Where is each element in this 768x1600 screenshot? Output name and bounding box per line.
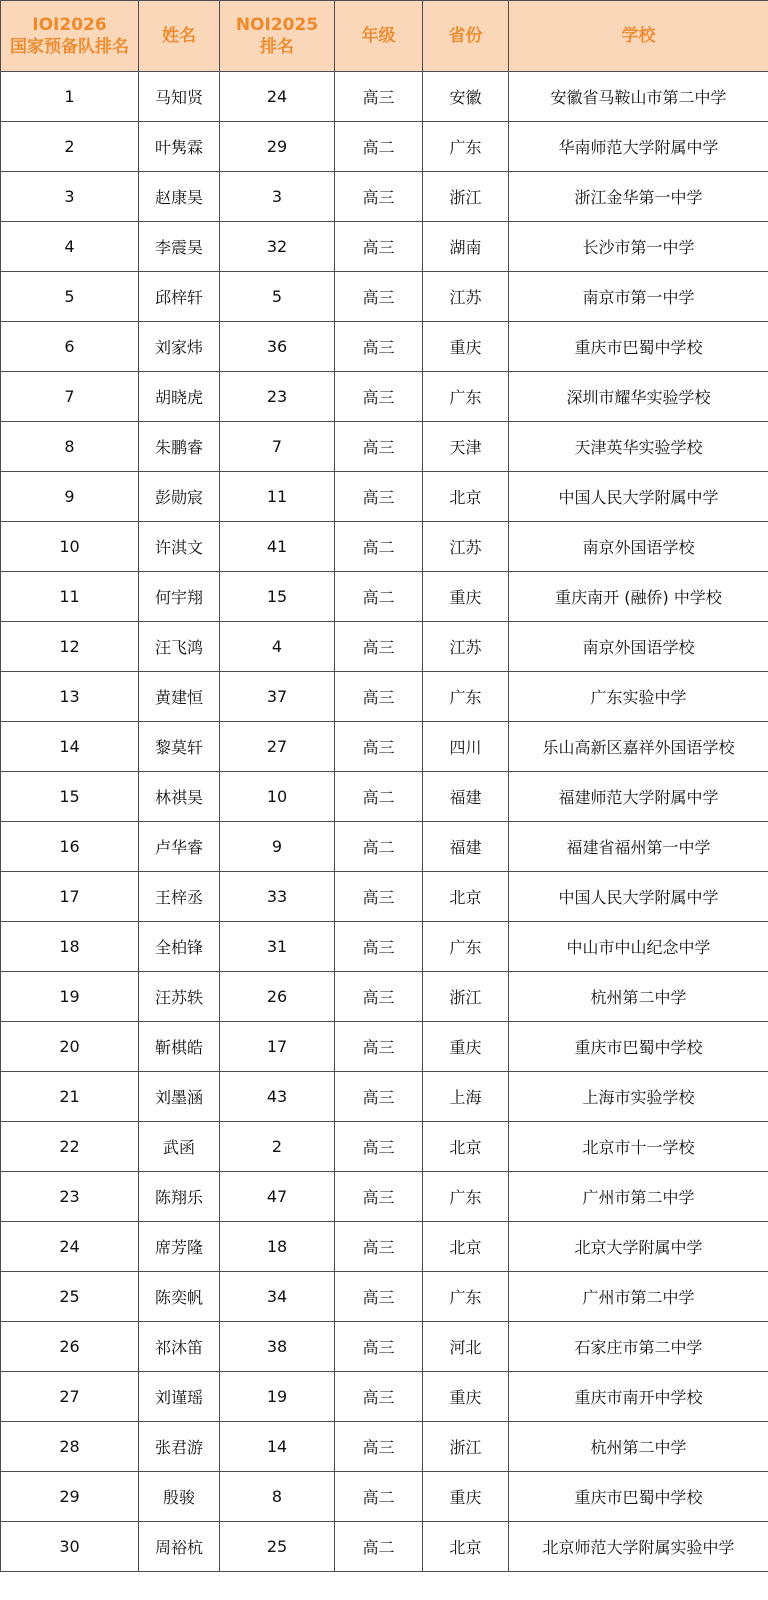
cell-ioi-rank: 17 [1, 872, 139, 922]
cell-noi-rank: 34 [220, 1272, 335, 1322]
cell-noi-rank: 9 [220, 822, 335, 872]
header-province: 省份 [423, 1, 509, 72]
cell-province: 重庆 [423, 1022, 509, 1072]
table-row [1, 1022, 768, 1072]
cell-name: 卢华睿 [139, 822, 220, 872]
cell-school: 华南师范大学附属中学 [509, 122, 768, 172]
cell-ioi-rank: 14 [1, 722, 139, 772]
table-row [1, 172, 768, 222]
table-row [1, 972, 768, 1022]
cell-name: 何宇翔 [139, 572, 220, 622]
cell-province: 广东 [423, 1172, 509, 1222]
cell-school: 广东实验中学 [509, 672, 768, 722]
cell-name: 陈翔乐 [139, 1172, 220, 1222]
cell-ioi-rank: 30 [1, 1522, 139, 1572]
cell-province: 浙江 [423, 1422, 509, 1472]
table-row [1, 272, 768, 322]
header-ioi-rank [1, 1, 139, 72]
cell-noi-rank: 33 [220, 872, 335, 922]
cell-province: 上海 [423, 1072, 509, 1122]
header-row [1, 1, 768, 72]
cell-province: 四川 [423, 722, 509, 772]
cell-ioi-rank: 9 [1, 472, 139, 522]
cell-province: 天津 [423, 422, 509, 472]
cell-ioi-rank: 26 [1, 1322, 139, 1372]
cell-ioi-rank: 20 [1, 1022, 139, 1072]
cell-ioi-rank: 22 [1, 1122, 139, 1172]
cell-school: 中国人民大学附属中学 [509, 472, 768, 522]
header-grade: 年级 [335, 1, 423, 72]
cell-province: 浙江 [423, 972, 509, 1022]
cell-name: 李震昊 [139, 222, 220, 272]
cell-grade: 高三 [335, 1072, 423, 1122]
cell-ioi-rank: 4 [1, 222, 139, 272]
cell-grade: 高三 [335, 72, 423, 122]
cell-noi-rank: 5 [220, 272, 335, 322]
table-row [1, 522, 768, 572]
cell-noi-rank: 7 [220, 422, 335, 472]
header-school: 学校 [509, 1, 768, 72]
table-row [1, 1122, 768, 1172]
cell-name: 祁沐笛 [139, 1322, 220, 1372]
cell-name: 刘墨涵 [139, 1072, 220, 1122]
cell-grade: 高三 [335, 622, 423, 672]
cell-grade: 高三 [335, 472, 423, 522]
cell-name: 黎莫轩 [139, 722, 220, 772]
table-row [1, 722, 768, 772]
cell-noi-rank: 36 [220, 322, 335, 372]
cell-school: 南京市第一中学 [509, 272, 768, 322]
cell-grade: 高三 [335, 1422, 423, 1472]
cell-grade: 高三 [335, 1372, 423, 1422]
cell-ioi-rank: 15 [1, 772, 139, 822]
cell-ioi-rank: 13 [1, 672, 139, 722]
cell-school: 福建师范大学附属中学 [509, 772, 768, 822]
cell-name: 刘家炜 [139, 322, 220, 372]
cell-province: 广东 [423, 672, 509, 722]
cell-school: 中国人民大学附属中学 [509, 872, 768, 922]
cell-school: 重庆市巴蜀中学校 [509, 1472, 768, 1522]
cell-province: 广东 [423, 1272, 509, 1322]
cell-grade: 高三 [335, 922, 423, 972]
cell-ioi-rank: 11 [1, 572, 139, 622]
cell-school: 北京市十一学校 [509, 1122, 768, 1172]
cell-grade: 高三 [335, 1272, 423, 1322]
cell-noi-rank: 31 [220, 922, 335, 972]
cell-school: 重庆市巴蜀中学校 [509, 322, 768, 372]
cell-noi-rank: 23 [220, 372, 335, 422]
cell-province: 北京 [423, 1522, 509, 1572]
cell-school: 浙江金华第一中学 [509, 172, 768, 222]
cell-grade: 高三 [335, 422, 423, 472]
cell-province: 湖南 [423, 222, 509, 272]
cell-noi-rank: 15 [220, 572, 335, 622]
cell-noi-rank: 3 [220, 172, 335, 222]
cell-noi-rank: 10 [220, 772, 335, 822]
table-row [1, 1272, 768, 1322]
cell-school: 广州市第二中学 [509, 1172, 768, 1222]
cell-ioi-rank: 27 [1, 1372, 139, 1422]
cell-province: 重庆 [423, 1372, 509, 1422]
table-row [1, 72, 768, 122]
table-row [1, 1222, 768, 1272]
cell-grade: 高三 [335, 222, 423, 272]
cell-school: 北京师范大学附属实验中学 [509, 1522, 768, 1572]
cell-name: 胡晓虎 [139, 372, 220, 422]
cell-noi-rank: 17 [220, 1022, 335, 1072]
table-row [1, 922, 768, 972]
cell-grade: 高三 [335, 272, 423, 322]
cell-grade: 高三 [335, 1022, 423, 1072]
cell-province: 北京 [423, 1122, 509, 1172]
table-row [1, 1372, 768, 1422]
cell-ioi-rank: 2 [1, 122, 139, 172]
cell-name: 陈奕帆 [139, 1272, 220, 1322]
cell-name: 黄建恒 [139, 672, 220, 722]
cell-ioi-rank: 25 [1, 1272, 139, 1322]
cell-name: 殷骏 [139, 1472, 220, 1522]
header-ioi-rank-line1: IOI2026 [32, 15, 107, 35]
cell-name: 全柏锋 [139, 922, 220, 972]
cell-ioi-rank: 23 [1, 1172, 139, 1222]
cell-province: 广东 [423, 122, 509, 172]
table-row [1, 1322, 768, 1372]
cell-noi-rank: 41 [220, 522, 335, 572]
cell-grade: 高二 [335, 572, 423, 622]
cell-name: 周裕杭 [139, 1522, 220, 1572]
cell-province: 江苏 [423, 622, 509, 672]
cell-grade: 高三 [335, 1122, 423, 1172]
cell-ioi-rank: 29 [1, 1472, 139, 1522]
cell-noi-rank: 47 [220, 1172, 335, 1222]
cell-school: 天津英华实验学校 [509, 422, 768, 472]
cell-noi-rank: 18 [220, 1222, 335, 1272]
cell-name: 林祺昊 [139, 772, 220, 822]
cell-school: 杭州第二中学 [509, 972, 768, 1022]
cell-grade: 高二 [335, 772, 423, 822]
header-ioi-rank-line2: 国家预备队排名 [10, 37, 129, 57]
cell-school: 广州市第二中学 [509, 1272, 768, 1322]
cell-name: 武函 [139, 1122, 220, 1172]
cell-grade: 高三 [335, 972, 423, 1022]
cell-school: 重庆市巴蜀中学校 [509, 1022, 768, 1072]
header-noi-rank-line1: NOI2025 [235, 15, 319, 35]
cell-school: 石家庄市第二中学 [509, 1322, 768, 1372]
cell-noi-rank: 2 [220, 1122, 335, 1172]
cell-grade: 高三 [335, 1222, 423, 1272]
cell-province: 广东 [423, 372, 509, 422]
cell-ioi-rank: 21 [1, 1072, 139, 1122]
header-noi-rank-line2: 排名 [260, 37, 294, 57]
table-row [1, 1422, 768, 1472]
cell-ioi-rank: 1 [1, 72, 139, 122]
cell-province: 江苏 [423, 272, 509, 322]
cell-province: 重庆 [423, 322, 509, 372]
cell-school: 重庆市南开中学校 [509, 1372, 768, 1422]
cell-school: 南京外国语学校 [509, 522, 768, 572]
cell-ioi-rank: 3 [1, 172, 139, 222]
cell-name: 赵康昊 [139, 172, 220, 222]
table-row [1, 322, 768, 372]
cell-grade: 高二 [335, 1522, 423, 1572]
cell-ioi-rank: 19 [1, 972, 139, 1022]
cell-grade: 高二 [335, 122, 423, 172]
table-body [1, 72, 768, 1572]
table-row [1, 122, 768, 172]
table-row [1, 1072, 768, 1122]
cell-grade: 高三 [335, 872, 423, 922]
cell-noi-rank: 19 [220, 1372, 335, 1422]
cell-province: 广东 [423, 922, 509, 972]
cell-grade: 高三 [335, 372, 423, 422]
cell-ioi-rank: 10 [1, 522, 139, 572]
cell-school: 北京大学附属中学 [509, 1222, 768, 1272]
cell-name: 刘谨瑶 [139, 1372, 220, 1422]
cell-name: 张君游 [139, 1422, 220, 1472]
cell-noi-rank: 26 [220, 972, 335, 1022]
cell-grade: 高三 [335, 1322, 423, 1372]
cell-grade: 高二 [335, 522, 423, 572]
cell-province: 福建 [423, 772, 509, 822]
cell-ioi-rank: 28 [1, 1422, 139, 1472]
cell-ioi-rank: 16 [1, 822, 139, 872]
cell-name: 席芳隆 [139, 1222, 220, 1272]
cell-school: 重庆南开 (融侨) 中学校 [509, 572, 768, 622]
cell-noi-rank: 29 [220, 122, 335, 172]
table-header [1, 1, 768, 72]
table-row [1, 822, 768, 872]
cell-ioi-rank: 7 [1, 372, 139, 422]
table-row [1, 1522, 768, 1572]
table-row [1, 772, 768, 822]
table-row [1, 1172, 768, 1222]
cell-school: 上海市实验学校 [509, 1072, 768, 1122]
cell-noi-rank: 38 [220, 1322, 335, 1372]
cell-province: 河北 [423, 1322, 509, 1372]
cell-noi-rank: 37 [220, 672, 335, 722]
cell-grade: 高二 [335, 822, 423, 872]
cell-grade: 高三 [335, 322, 423, 372]
table-row [1, 672, 768, 722]
cell-name: 汪飞鸿 [139, 622, 220, 672]
cell-school: 中山市中山纪念中学 [509, 922, 768, 972]
cell-school: 安徽省马鞍山市第二中学 [509, 72, 768, 122]
table-row [1, 372, 768, 422]
header-noi-rank [220, 1, 335, 72]
table-row [1, 572, 768, 622]
cell-noi-rank: 8 [220, 1472, 335, 1522]
cell-noi-rank: 25 [220, 1522, 335, 1572]
header-name: 姓名 [139, 1, 220, 72]
table-row [1, 422, 768, 472]
cell-school: 杭州第二中学 [509, 1422, 768, 1472]
cell-noi-rank: 11 [220, 472, 335, 522]
cell-grade: 高三 [335, 1172, 423, 1222]
cell-grade: 高三 [335, 672, 423, 722]
cell-grade: 高三 [335, 722, 423, 772]
cell-name: 叶隽霖 [139, 122, 220, 172]
cell-province: 重庆 [423, 1472, 509, 1522]
cell-name: 彭勋宸 [139, 472, 220, 522]
cell-noi-rank: 14 [220, 1422, 335, 1472]
table-row [1, 622, 768, 672]
table-row [1, 1472, 768, 1522]
cell-name: 邱梓轩 [139, 272, 220, 322]
cell-school: 长沙市第一中学 [509, 222, 768, 272]
cell-grade: 高三 [335, 172, 423, 222]
cell-name: 朱鹏睿 [139, 422, 220, 472]
table-row [1, 222, 768, 272]
cell-name: 许淇文 [139, 522, 220, 572]
cell-province: 北京 [423, 872, 509, 922]
cell-ioi-rank: 5 [1, 272, 139, 322]
cell-ioi-rank: 12 [1, 622, 139, 672]
table-row [1, 472, 768, 522]
cell-province: 北京 [423, 1222, 509, 1272]
table-row [1, 872, 768, 922]
cell-province: 浙江 [423, 172, 509, 222]
cell-ioi-rank: 8 [1, 422, 139, 472]
cell-school: 福建省福州第一中学 [509, 822, 768, 872]
cell-noi-rank: 27 [220, 722, 335, 772]
cell-noi-rank: 43 [220, 1072, 335, 1122]
cell-ioi-rank: 24 [1, 1222, 139, 1272]
cell-school: 乐山高新区嘉祥外国语学校 [509, 722, 768, 772]
cell-name: 王梓丞 [139, 872, 220, 922]
cell-ioi-rank: 6 [1, 322, 139, 372]
cell-noi-rank: 24 [220, 72, 335, 122]
cell-name: 汪苏轶 [139, 972, 220, 1022]
cell-noi-rank: 4 [220, 622, 335, 672]
cell-noi-rank: 32 [220, 222, 335, 272]
cell-province: 北京 [423, 472, 509, 522]
cell-name: 靳棋皓 [139, 1022, 220, 1072]
cell-province: 安徽 [423, 72, 509, 122]
cell-grade: 高二 [335, 1472, 423, 1522]
cell-province: 福建 [423, 822, 509, 872]
cell-province: 江苏 [423, 522, 509, 572]
cell-ioi-rank: 18 [1, 922, 139, 972]
cell-school: 南京外国语学校 [509, 622, 768, 672]
cell-name: 马知贤 [139, 72, 220, 122]
cell-province: 重庆 [423, 572, 509, 622]
cell-school: 深圳市耀华实验学校 [509, 372, 768, 422]
